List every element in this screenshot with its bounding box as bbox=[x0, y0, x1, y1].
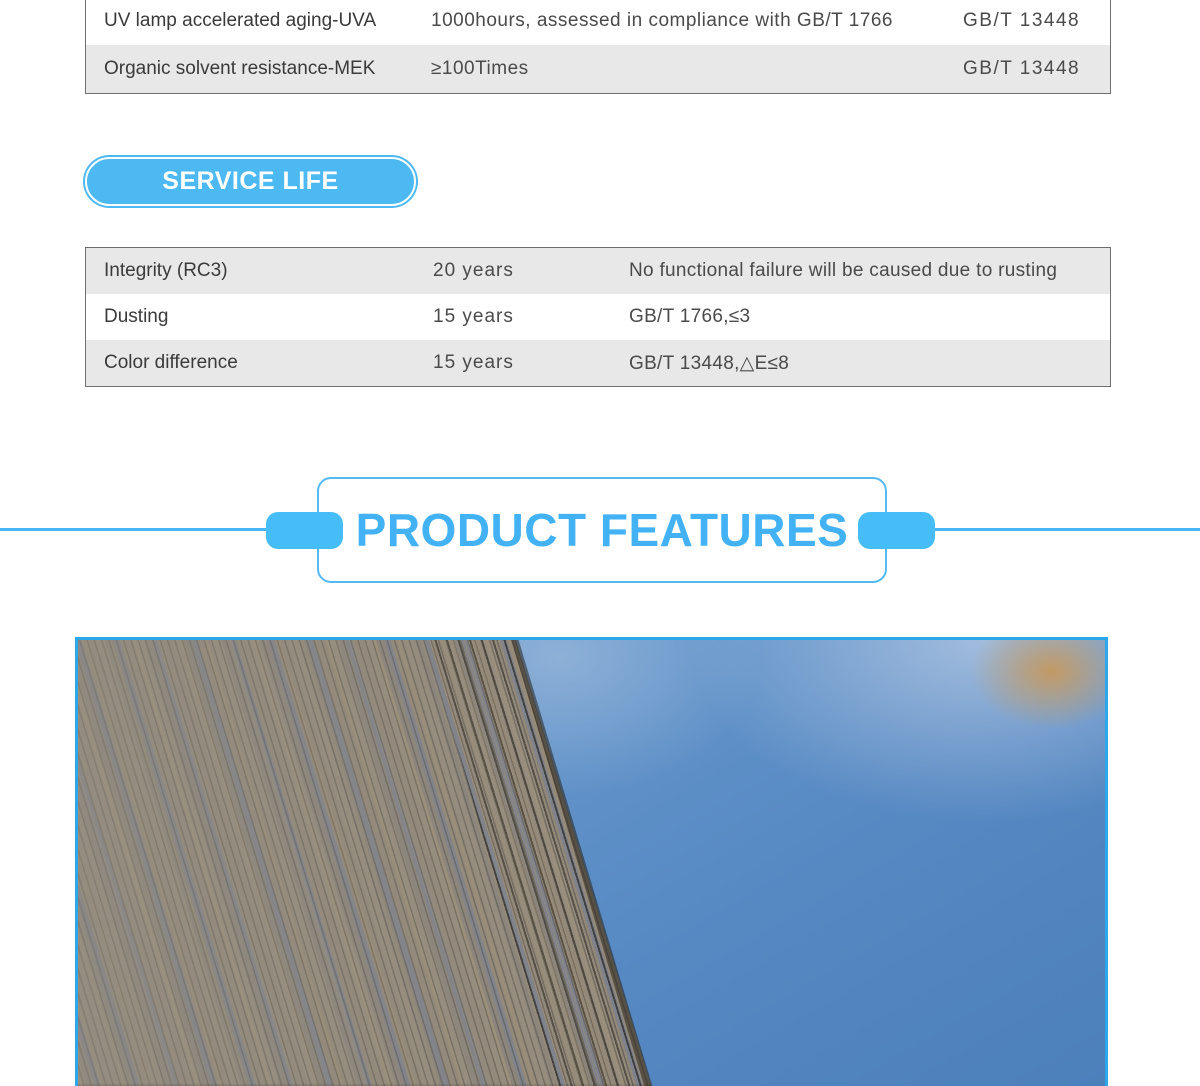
life-item: Color difference bbox=[104, 352, 238, 373]
decor-rect-right bbox=[858, 512, 935, 549]
life-criteria: GB/T 13448,△E≤8 bbox=[629, 352, 790, 374]
spec-property: Organic solvent resistance-MEK bbox=[104, 58, 376, 79]
life-duration: 20 years bbox=[433, 260, 514, 281]
life-duration: 15 years bbox=[433, 352, 514, 373]
spec-table bbox=[85, 0, 1111, 94]
product-photo bbox=[75, 637, 1108, 1086]
life-duration: 15 years bbox=[433, 306, 514, 327]
service-life-badge-label: SERVICE LIFE bbox=[162, 167, 339, 195]
spec-property: UV lamp accelerated aging-UVA bbox=[104, 10, 377, 31]
spec-standard: GB/T 13448 bbox=[963, 10, 1081, 31]
spec-value: ≥100Times bbox=[431, 58, 529, 79]
life-item: Dusting bbox=[104, 306, 169, 327]
table-row bbox=[86, 294, 1110, 340]
life-item: Integrity (RC3) bbox=[104, 260, 228, 281]
table-row bbox=[86, 340, 1110, 386]
table-row bbox=[86, 248, 1110, 294]
decor-rect-left bbox=[266, 512, 343, 549]
life-criteria: No functional failure will be caused due to rusting bbox=[629, 260, 1058, 281]
service-life-badge bbox=[85, 157, 416, 206]
service-life-table bbox=[85, 247, 1111, 387]
table-row bbox=[86, 45, 1110, 93]
spec-standard: GB/T 13448 bbox=[963, 58, 1081, 79]
table-row bbox=[86, 0, 1110, 45]
life-criteria: GB/T 1766,≤3 bbox=[629, 306, 751, 327]
features-heading: PRODUCT FEATURES bbox=[355, 504, 849, 556]
features-banner bbox=[317, 477, 887, 583]
spec-value: 1000hours, assessed in compliance with GB/T 1766 bbox=[431, 10, 893, 31]
